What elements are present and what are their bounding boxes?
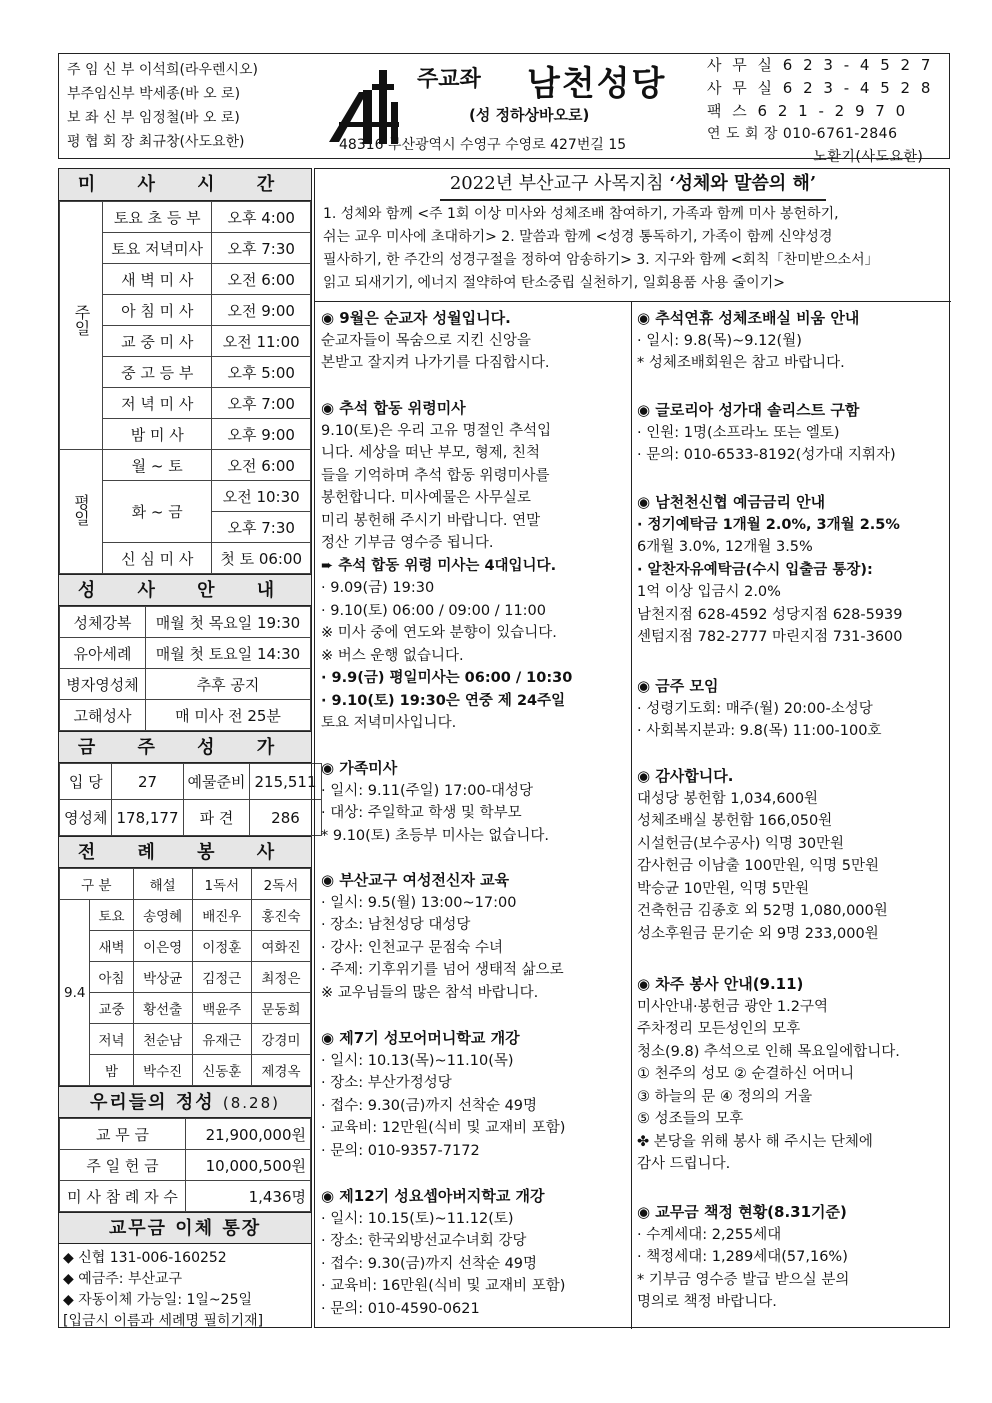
bulletin-header — [58, 53, 950, 165]
staff-line: 주 임 신 부 이석희(라우렌시오) — [67, 62, 259, 78]
liturgy-cell: 김정근 — [192, 962, 251, 993]
mass-time: 오후 9:00 — [212, 419, 311, 450]
mass-name: 새 벽 미 사 — [103, 264, 212, 295]
notice-credit-union-rates: ◉ 남천천신협 예금금리 안내 · 정기예탁금 1개월 2.0%, 3개월 2.5% 6개월 3.0%, 12개월 3.5% · 알찬자유예탁금(수시 입출금 통장): 1억 이상 입금시 2.0% 남천지점 628-4592 성당지점 628-5939 센텀지점 782-2777 마린지점 731-3600 — [637, 493, 903, 645]
parish-name: 남천성당 — [527, 64, 667, 104]
liturgy-cell: 박상균 — [133, 962, 192, 993]
org-prefix: 주교좌 — [417, 67, 481, 92]
sacraments-table — [59, 606, 311, 731]
mass-time: 첫 토 06:00 — [212, 543, 311, 574]
staff-line: 부주임신부 박세종(바 오 로) — [67, 86, 241, 102]
main-content — [314, 168, 950, 1328]
liturgy-cell: 천순남 — [133, 1024, 192, 1055]
mass-time: 오전 10:30 — [212, 481, 311, 512]
offering-name: 주 일 헌 금 — [60, 1150, 186, 1181]
account-line: [입금시 이름과 세례명 필히기재] — [63, 1313, 264, 1329]
president-phone: 연 도 회 장 010-6761-2846 — [707, 126, 898, 142]
liturgy-cell: 강경미 — [251, 1024, 310, 1055]
notice-adoration-closure: ◉ 추석연휴 성체조배실 비움 안내 · 일시: 9.8(목)~9.12(월) * 성체조배회원은 참고 바랍니다. — [637, 309, 860, 371]
liturgy-cell: 송영혜 — [133, 900, 192, 931]
staff-list — [67, 58, 258, 154]
divider — [315, 301, 951, 302]
offering-value: 21,900,000원 — [186, 1119, 311, 1150]
mass-name: 토요 초 등 부 — [103, 202, 212, 233]
notice-choir-soloist: ◉ 글로리아 성가대 솔리스트 구함 · 인원: 1명(소프라노 또는 엘토) · 문의: 010-6533-8192(성가대 지휘자) — [637, 401, 896, 463]
notice-fathers-school: ◉ 제12기 성요셉아버지학교 개강 · 일시: 10.15(토)~11.12(토) · 장소: 한국외방선교수녀회 강당 · 접수: 9.30(금)까지 선착순 49명 · 교육비: 16만원(식비 및 교재비 포함) · 문의: 010-4590-0621 — [321, 1187, 566, 1317]
hymn-number: 27 — [112, 764, 183, 800]
notice-next-week-service: ◉ 차주 봉사 안내(9.11) 미사안내·봉헌금 광안 1.2구역 주차정리 모든성인의 모후 청소(9.8) 추석으로 인해 목요일에합니다. ① 천주의 성모 ② 순결하신 어머니 ③ 하늘의 문 ④ 정의의 거울 ⑤ 성조들의 모후 ✤ 본당을 위해 봉사 해 주시는 단체에 감사 드립니다. — [637, 975, 900, 1172]
pastoral-motto-title: 2022년 부산교구 사목지침 ‘성체와 말씀의 해’ — [315, 169, 951, 199]
offering-name: 교 무 금 — [60, 1119, 186, 1150]
mass-name: 중 고 등 부 — [103, 357, 212, 388]
mass-name: 화 ~ 금 — [103, 481, 212, 543]
mass-name: 아 침 미 사 — [103, 295, 212, 326]
liturgy-header: 2독서 — [251, 869, 310, 900]
liturgy-header: 구 분 — [60, 869, 134, 900]
notice-memorial-mass: ◉ 추석 합동 위령미사 9.10(토)은 우리 고유 명절인 추석입 니다. 세상을 떠난 부모, 형제, 친척 들을 기억하며 추석 합동 위령미사를 봉헌합니다. 미사예물은 사무실로 미리 봉헌해 주시기 바랍니다. 연말 정산 기부금 영수증 됩니다. ➨ 추석 합동 위령 미사는 4대입니다. · 9.09(금) 19:30 · 9.10(토) 06:00 / 09:00 / 11:00 ※ 미사 중에 연도와 분향이 있습니다. ※ 버스 운행 없습니다. · 9.9(금) 평일미사는 06:00 / 10:30 · 9.10(토) 19:30은 연중 제 24주일 토요 저녁미사입니다. — [321, 399, 573, 731]
motto-line: 필사하기, 한 주간의 성경구절을 정하여 암송하기> 3. 지구와 함께 <회칙「찬미받으소서」 — [323, 252, 879, 268]
divider — [631, 301, 632, 1329]
sacrament-name: 성체강복 — [60, 607, 146, 638]
pastoral-motto-body — [323, 203, 943, 295]
liturgy-cell: 신동훈 — [192, 1055, 251, 1086]
phone-line: 팩 스 6 2 1 - 2 9 7 0 — [707, 102, 909, 120]
liturgy-cell: 아침 — [90, 962, 133, 993]
hymns-table — [59, 763, 322, 836]
liturgy-cell: 백윤주 — [192, 993, 251, 1024]
hymn-label: 예물준비 — [183, 764, 250, 800]
mass-name: 신 심 미 사 — [103, 543, 212, 574]
offering-name: 미 사 참 례 자 수 — [60, 1181, 186, 1212]
patron-saint: (성 정하상바오로) — [469, 106, 590, 124]
mass-time: 오전 6:00 — [212, 264, 311, 295]
phone-line: 사 무 실 6 2 3 - 4 5 2 8 — [707, 79, 934, 97]
sacrament-value: 추후 공지 — [146, 669, 311, 700]
mass-time: 오후 7:30 — [212, 233, 311, 264]
mass-name: 토요 저녁미사 — [103, 233, 212, 264]
sacrament-name: 고해성사 — [60, 700, 146, 731]
sacrament-value: 매월 첫 토요일 14:30 — [146, 638, 311, 669]
mass-times-title: 미 사 시 간 — [59, 169, 311, 201]
staff-line: 보 좌 신 부 임정철(바 오 로) — [67, 110, 240, 126]
sacrament-name: 유아세례 — [60, 638, 146, 669]
offering-value: 10,000,500원 — [186, 1150, 311, 1181]
notice-martyrs-month: ◉ 9월은 순교자 성월입니다. 순교자들이 목숨으로 지킨 신앙을 본받고 잘지켜 나가기를 다짐합시다. — [321, 309, 550, 371]
address: 48316 부산광역시 수영구 수영로 427번길 15 — [339, 137, 627, 153]
hymn-label: 입 당 — [60, 764, 112, 800]
offerings-title: 우리들의 정성 (8.28) — [59, 1086, 311, 1118]
mass-time: 오후 7:30 — [212, 512, 311, 543]
sacrament-value: 매월 첫 목요일 19:30 — [146, 607, 311, 638]
liturgy-cell: 최정은 — [251, 962, 310, 993]
account-title: 교무금 이체 통장 — [59, 1212, 311, 1244]
account-line: ◆ 자동이체 가능일: 1일~25일 — [63, 1292, 253, 1308]
liturgy-cell: 이정훈 — [192, 931, 251, 962]
mass-times-table — [59, 201, 311, 574]
phone-list — [707, 54, 933, 169]
liturgy-cell: 밤 — [90, 1055, 133, 1086]
phone-line: 사 무 실 6 2 3 - 4 5 2 7 — [707, 56, 934, 74]
liturgy-header: 해설 — [133, 869, 192, 900]
notice-women-education: ◉ 부산교구 여성전신자 교육 · 일시: 9.5(월) 13:00~17:00 · 장소: 남천성당 대성당 · 강사: 인천교구 문점숙 수녀 · 주제: 기후위기를 넘어 생태적 삶으로 ※ 교우님들의 많은 참석 바랍니다. — [321, 871, 564, 1001]
motto-line: 쉬는 교우 미사에 초대하기> 2. 말씀과 함께 <성경 통독하기, 가족이 함께 신약성경 — [323, 229, 833, 245]
staff-line: 평 협 회 장 최규창(사도요한) — [67, 134, 245, 150]
offering-value: 1,436명 — [186, 1181, 311, 1212]
liturgy-cell: 황선출 — [133, 993, 192, 1024]
liturgy-date: 9.4 — [60, 900, 90, 1086]
mass-name: 교 중 미 사 — [103, 326, 212, 357]
mass-name: 저 녁 미 사 — [103, 388, 212, 419]
hymn-number: 178,177 — [112, 800, 183, 836]
hymns-title: 금 주 성 가 — [59, 731, 311, 763]
notice-family-mass: ◉ 가족미사 · 일시: 9.11(주일) 17:00-대성당 · 대상: 주일학교 학생 및 학부모 * 9.10(토) 초등부 미사는 없습니다. — [321, 759, 549, 844]
account-info — [59, 1244, 311, 1336]
notice-tithe-status: ◉ 교무금 책정 현황(8.31기준) · 수계세대: 2,255세대 · 책정세대: 1,289세대(57,16%) * 기부금 영수증 발급 받으실 분의 명의로 책정 바랍니다. — [637, 1203, 850, 1310]
liturgy-title: 전 례 봉 사 — [59, 836, 311, 868]
liturgy-cell: 문동희 — [251, 993, 310, 1024]
sacraments-title: 성 사 안 내 — [59, 574, 311, 606]
liturgy-cell: 저녁 — [90, 1024, 133, 1055]
weekday-label: 평일 — [60, 450, 103, 574]
mass-name: 월 ~ 토 — [103, 450, 212, 481]
liturgy-cell: 새벽 — [90, 931, 133, 962]
hymn-label: 파 견 — [183, 800, 250, 836]
hymn-number: 286 — [250, 800, 321, 836]
motto-line: 1. 성체와 함께 <주 1회 이상 미사와 성체조배 참여하기, 가족과 함께 미사 봉헌하기, — [323, 206, 839, 222]
mass-time: 오후 7:00 — [212, 388, 311, 419]
mass-time: 오전 11:00 — [212, 326, 311, 357]
liturgy-cell: 박수진 — [133, 1055, 192, 1086]
mass-time: 오전 9:00 — [212, 295, 311, 326]
liturgy-cell: 교중 — [90, 993, 133, 1024]
liturgy-cell: 제경옥 — [251, 1055, 310, 1086]
notice-mothers-school: ◉ 제7기 성모어머니학교 개강 · 일시: 10.13(목)~11.10(목) · 장소: 부산가정성당 · 접수: 9.30(금)까지 선착순 49명 · 교육비: 12만원(식비 및 교재비 포함) · 문의: 010-9357-7172 — [321, 1029, 566, 1159]
motto-line: 읽고 되새기기, 에너지 절약하여 탄소중립 실천하기, 일회용품 사용 줄이기> — [323, 275, 785, 291]
notice-weekly-meetings: ◉ 금주 모임 · 성령기도회: 매주(월) 20:00-소성당 · 사회복지분과: 9.8(목) 11:00-100호 — [637, 677, 882, 739]
sunday-label: 주일 — [60, 202, 103, 450]
account-line: ◆ 신협 131-006-160252 — [63, 1250, 227, 1266]
liturgy-cell: 배진우 — [192, 900, 251, 931]
liturgy-cell: 이은영 — [133, 931, 192, 962]
liturgy-cell: 유재근 — [192, 1024, 251, 1055]
notice-thanks: ◉ 감사합니다. 대성당 봉헌함 1,034,600원 성체조배실 봉헌함 166,050원 시설헌금(보수공사) 익명 30만원 감사헌금 이남출 100만원, 익명 5만원 박승균 10만원, 익명 5만원 건축헌금 김종호 외 52명 1,080,000원 성소후원금 문기순 외 9명 233,000원 — [637, 767, 888, 942]
liturgy-cell: 토요 — [90, 900, 133, 931]
mass-name: 밤 미 사 — [103, 419, 212, 450]
liturgy-cell: 여화진 — [251, 931, 310, 962]
account-line: ◆ 예금주: 부산교구 — [63, 1271, 183, 1287]
mass-time: 오전 6:00 — [212, 450, 311, 481]
sacrament-name: 병자영성체 — [60, 669, 146, 700]
mass-time: 오후 4:00 — [212, 202, 311, 233]
president-name: 노환기(사도요한) — [813, 149, 924, 165]
liturgy-table — [59, 868, 311, 1086]
liturgy-cell: 홍진숙 — [251, 900, 310, 931]
offerings-table — [59, 1118, 311, 1212]
mass-time: 오후 5:00 — [212, 357, 311, 388]
left-column — [58, 168, 317, 1329]
hymn-label: 영성체 — [60, 800, 112, 836]
hymn-number: 215,511 — [250, 764, 321, 800]
liturgy-header: 1독서 — [192, 869, 251, 900]
sacrament-value: 매 미사 전 25분 — [146, 700, 311, 731]
